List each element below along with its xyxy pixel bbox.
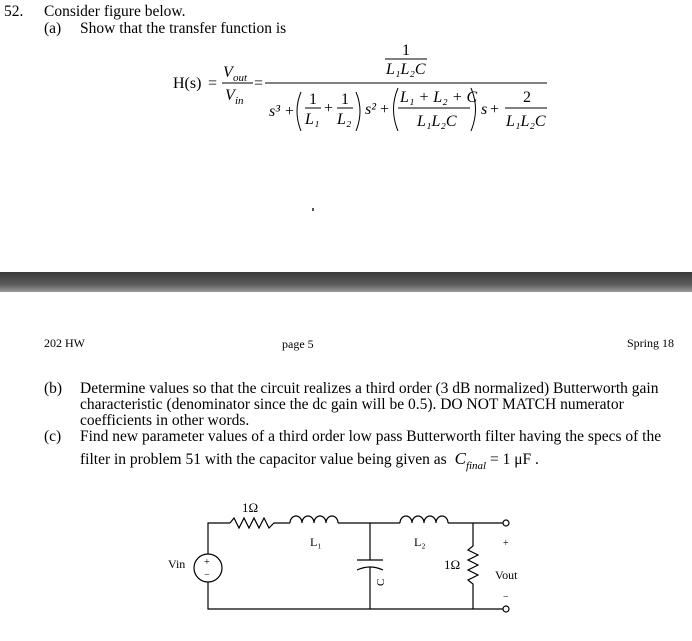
inductor-l1 [290, 516, 338, 523]
part-b-label: (b) [44, 380, 63, 397]
part-c-label: (c) [44, 428, 62, 445]
eq-vin: V [225, 87, 235, 104]
vout-plus: + [503, 538, 509, 549]
vout-terminal-top [503, 520, 509, 526]
eq-s3: s³ [269, 103, 281, 120]
eq-t1a-den: L₁ [305, 111, 320, 128]
eq-equals-1: = [208, 75, 218, 92]
part-b-line1: Determine values so that the circuit realizes a third order (3 dB normalized) Butterworth gain [80, 380, 659, 397]
source-minus: − [204, 570, 210, 581]
part-a-text: Show that the transfer function is [80, 20, 287, 37]
eq-t1a-num: 1 [309, 91, 317, 108]
eq-paren-open-2 [394, 88, 399, 131]
eq-s1: s [481, 101, 488, 118]
eq-t1b-num: 1 [341, 91, 349, 108]
wire-bottom [208, 582, 503, 609]
eq-s2: s² [365, 101, 377, 118]
part-c-line2 [80, 450, 539, 470]
source-plus: + [204, 557, 210, 568]
vin-label: Vin [168, 557, 186, 571]
resistor-r2 [468, 523, 478, 609]
header-left: 202 HW [44, 336, 85, 350]
eq-num-bottom: L₁L₂C [386, 61, 426, 78]
circuit-diagram [150, 496, 530, 636]
eq-equals-2: = [254, 75, 264, 92]
eq-plus-2: + [324, 100, 334, 117]
eq-paren-open-1 [297, 92, 301, 131]
vout-label: Vout [495, 568, 518, 582]
vout-minus: − [503, 592, 509, 603]
l1-label: L₁ [310, 535, 322, 549]
cap-subscript: final [465, 460, 487, 472]
transfer-function-equation [165, 38, 565, 138]
part-a-label: (a) [44, 20, 62, 37]
cap-symbol: C [454, 449, 466, 468]
header-right: Spring 18 [627, 336, 675, 350]
eq-t2-num: L₁ + L₂ + C [400, 89, 478, 106]
part-b-line3: coefficients in other words. [80, 412, 250, 429]
eq-paren-close-1 [356, 92, 360, 131]
inductor-l2 [400, 516, 448, 523]
problem-number: 52. [4, 3, 24, 20]
eq-t2-den: L₁L₂C [417, 113, 457, 130]
eq-vin-sub: in [235, 95, 244, 107]
eq-num-top: 1 [402, 42, 410, 59]
eq-plus-3: + [380, 101, 390, 118]
header-center: page 5 [282, 337, 314, 351]
resistor-r1 [230, 518, 290, 528]
part-c-line2-text: filter in problem 51 with the capacitor value being given as [80, 451, 447, 468]
r2-label: 1Ω [444, 557, 461, 572]
problem-intro: Consider figure below. [44, 3, 186, 20]
part-b-line2: characteristic (denominator since the dc gain will be 0.5). DO NOT MATCH numerator [80, 396, 624, 413]
stray-mark [312, 208, 314, 211]
page-break-divider [0, 272, 692, 292]
wire-source-top [208, 523, 230, 554]
eq-t1b-den: L₂ [337, 111, 352, 128]
c-label: C [375, 578, 387, 586]
eq-plus-1: + [285, 103, 295, 120]
eq-vout-sub: out [233, 72, 248, 84]
eq-t3-den: L₁L₂C [506, 113, 546, 130]
part-c-line1: Find new parameter values of a third order low pass Butterworth filter having the specs of the [80, 428, 662, 445]
cap-value: = 1 μF . [489, 451, 539, 468]
eq-plus-4: + [490, 101, 500, 118]
vout-terminal-bottom [503, 606, 509, 612]
l2-label: L₂ [414, 535, 426, 549]
eq-vout: V [223, 64, 233, 81]
eq-lhs: H(s) [173, 75, 202, 92]
r1-label: 1Ω [242, 500, 259, 515]
eq-t3-num: 2 [523, 89, 531, 106]
